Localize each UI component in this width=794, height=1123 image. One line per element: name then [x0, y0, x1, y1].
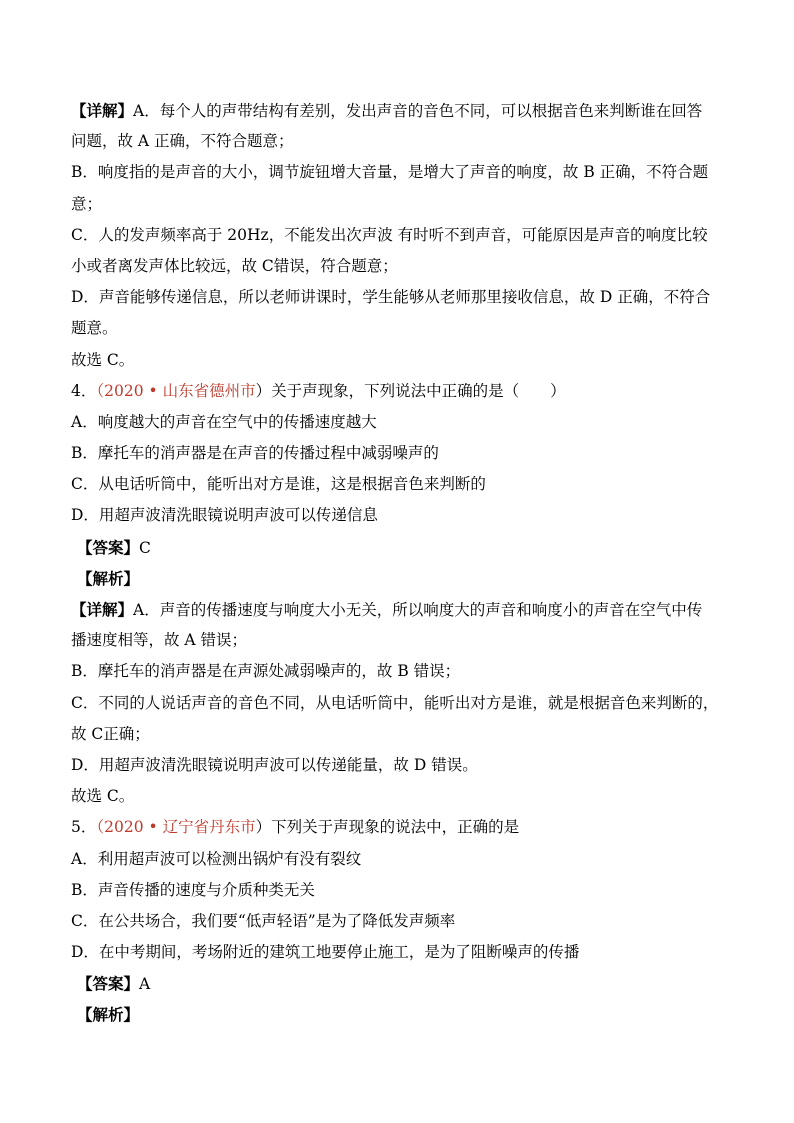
answer-tag: 【答案】	[77, 537, 140, 557]
option-a: A．利用超声波可以检测出锅炉有没有裂纹	[71, 849, 362, 868]
answer-value: C	[139, 538, 151, 557]
question-number: 5．	[71, 818, 97, 837]
analysis-tag: 【解析】	[77, 1005, 140, 1025]
option-b: B．声音传播的速度与介质种类无关	[71, 880, 315, 899]
detail-line: D．声音能够传递信息，所以老师讲课时，学生能够从老师那里接收信息，故 D 正确，不符合	[71, 288, 711, 307]
option-d: D．在中考期间，考场附近的建筑工地要停止施工，是为了阻断噪声的传播	[71, 943, 580, 962]
source-open: （	[96, 381, 105, 400]
analysis-tag: 【解析】	[77, 568, 140, 588]
question-stem: 关于声现象，下列说法中正确的是（ ）	[271, 381, 566, 400]
answer-value: A	[139, 975, 151, 994]
document-page	[71, 95, 725, 1031]
question-number: 4．	[71, 381, 97, 400]
analysis-heading	[71, 999, 725, 1030]
analysis-heading	[71, 563, 725, 594]
option-a: A．响度越大的声音在空气中的传播速度越大	[71, 412, 377, 431]
source-close: ）	[255, 381, 272, 400]
answer-tag: 【答案】	[77, 974, 140, 994]
detail-line: D．用超声波清洗眼镜说明声波可以传递能量，故 D 错误。	[71, 755, 478, 774]
detail-text: A．每个人的声带结构有差别，发出声音的音色不同，可以根据音色来判断谁在回答	[133, 102, 703, 120]
detail-line: B．响度指的是声音的大小，调节旋钮增大音量，是增大了声音的响度，故 B 正确，不符合题	[71, 163, 709, 182]
detail-tag: 【详解】	[71, 101, 134, 120]
detail-line: 小或者离发声体比较远，故 C错误，符合题意；	[71, 256, 398, 275]
answer-line	[71, 968, 725, 999]
detail-line: 题意。	[71, 319, 118, 338]
detail-line: 故 C正确；	[71, 724, 150, 743]
detail-line: C．不同的人说话声音的音色不同，从电话听筒中，能听出对方是谁，就是根据音色来判断的，	[71, 693, 719, 712]
detail-line: 问题，故 A 正确，不符合题意；	[71, 132, 294, 151]
option-b: B．摩托车的消声器是在声音的传播过程中减弱噪声的	[71, 444, 439, 463]
source-open: （	[96, 818, 105, 837]
option-d: D．用超声波清洗眼镜说明声波可以传递信息	[71, 506, 378, 525]
option-c: C．从电话听筒中，能听出对方是谁，这是根据音色来判断的	[71, 475, 486, 494]
detail-line: 播速度相等，故 A 错误；	[71, 631, 248, 650]
detail-line	[71, 95, 725, 126]
detail-line: 意；	[71, 194, 103, 213]
detail-line: B．摩托车的消声器是在声源处减弱噪声的，故 B 错误；	[71, 662, 461, 681]
source-close: ）	[255, 818, 272, 837]
conclusion-line: 故选 C。	[71, 787, 135, 806]
option-c: C．在公共场合，我们要“低声轻语”是为了降低发声频率	[71, 911, 456, 930]
question-stem: 下列关于声现象的说法中，正确的是	[271, 818, 520, 837]
detail-line	[71, 594, 725, 625]
detail-tag: 【详解】	[71, 600, 134, 619]
answer-line	[71, 532, 725, 563]
conclusion-line: 故选 C。	[71, 350, 135, 369]
question-4-stem	[71, 376, 725, 407]
question-5-stem	[71, 812, 725, 843]
detail-line: C．人的发声频率高于 20Hz，不能发出次声波 有时听不到声音，可能原因是声音的响度比较	[71, 225, 708, 244]
detail-text: A．声音的传播速度与响度大小无关，所以响度大的声音和响度小的声音在空气中传	[133, 601, 703, 619]
question-source: 2020 • 山东省德州市	[104, 381, 256, 400]
question-source: 2020 • 辽宁省丹东市	[104, 818, 256, 837]
